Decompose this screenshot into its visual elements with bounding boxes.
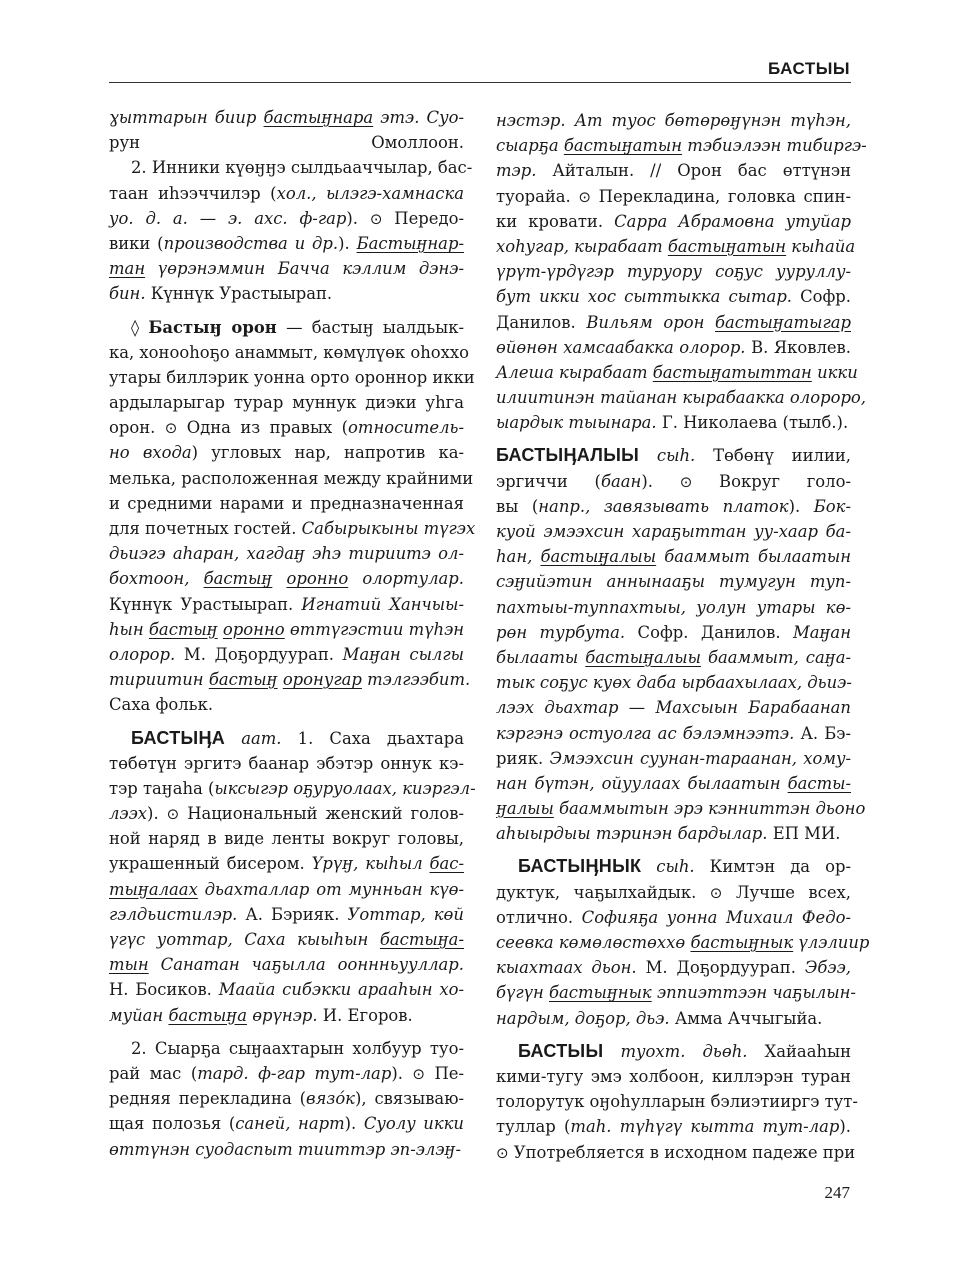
- text-run: үлэлиир: [793, 933, 870, 952]
- text-run: бастыӈнык: [690, 933, 794, 952]
- text-run: вязо́к: [305, 1089, 355, 1109]
- text-run: куой эмээхсин хараҕыттан уу-хаар ба-: [496, 522, 851, 541]
- text-run: бастыӈатыгар: [715, 312, 851, 332]
- text-run: дуктук, чаҕылхайдык.: [496, 882, 710, 902]
- text-run: Күннүк Урастыырап.: [109, 594, 302, 614]
- text-run: Н. Босиков.: [109, 980, 219, 1000]
- text-run: В. Яковлев.: [745, 337, 851, 357]
- text-run: Сабырыкыны түгэх: [301, 519, 476, 538]
- text-run: Бок-: [813, 496, 851, 516]
- text-run: үгүс уоттар, Саха кыыһын: [109, 930, 380, 949]
- translation-marker: ⊙: [369, 209, 383, 228]
- text-run: бастыӈа-: [379, 930, 464, 949]
- text-run: олортулар.: [348, 569, 464, 589]
- text-run: кэргэнэ остуолга ас бэлэмнээтэ.: [496, 723, 795, 743]
- text-line: [109, 315, 464, 340]
- text-line: [496, 410, 851, 435]
- text-run: икки: [811, 362, 858, 382]
- text-run: Төбөнү иилии,: [695, 446, 851, 466]
- text-line: [109, 516, 476, 541]
- text-line: [496, 746, 851, 771]
- headword: БАСТЫӉА: [131, 727, 226, 748]
- text-run: 2. Сыарҕа сыӈаахтарын холбуур туо-: [131, 1038, 464, 1058]
- text-run: бүгүн: [496, 983, 550, 1003]
- text-line: [109, 105, 464, 130]
- text-run: өттүнэн суодаспыт тииттэр эп-элэӈ-: [109, 1139, 461, 1159]
- paragraph-gap: [109, 718, 464, 726]
- text-run: Үрүӈ, кыһыл: [311, 854, 430, 874]
- text-line: [496, 360, 858, 385]
- text-run: тэр таӈаһа (: [109, 778, 215, 798]
- text-run: үөрэнэммин Бачча кэллим дэнэ-: [145, 259, 464, 279]
- text-run: Перекладина, головка спин-: [591, 186, 851, 206]
- text-run: муйан: [109, 1005, 169, 1025]
- text-run: Суолу икки: [363, 1114, 464, 1134]
- text-line: [109, 617, 464, 642]
- text-run: нан бүтэн, ойуулаах былаатын: [496, 773, 788, 793]
- text-line: [109, 751, 464, 776]
- text-line: [109, 1137, 464, 1162]
- text-line: [496, 980, 856, 1005]
- text-run: Г. Николаева (тылб.).: [656, 413, 849, 433]
- text-run: бут икки хос сыттыкка сытар.: [496, 287, 793, 307]
- text-run: илиитинэн тайанан кырабаакка олороро,: [496, 388, 867, 408]
- text-line: [496, 1064, 851, 1089]
- text-run: но входа: [109, 443, 192, 463]
- text-line: [109, 1111, 464, 1136]
- text-run: 2. Инники күөӈӈэ сылдьааччылар, бас-: [131, 158, 473, 178]
- text-run: ).: [839, 1117, 851, 1137]
- text-line: [109, 592, 464, 617]
- text-line: [109, 826, 464, 851]
- text-run: нардым, доҕор, дьэ.: [496, 1008, 670, 1028]
- text-line: [496, 158, 851, 183]
- text-line: [496, 259, 851, 284]
- text-run: сыарҕа: [496, 136, 564, 156]
- text-run: Алеша кырабаат: [496, 362, 653, 382]
- text-run: Данилов.: [496, 312, 587, 332]
- text-line: [109, 206, 464, 231]
- translation-marker: ⊙: [578, 187, 591, 206]
- text-line: [109, 1061, 464, 1086]
- text-run: эппиэттээн чаҕылын-: [651, 983, 856, 1003]
- text-run: тыӈалаах: [109, 879, 198, 899]
- text-run: утары биллэрик уонна орто оронноp икки: [109, 367, 475, 387]
- text-line: [496, 544, 851, 569]
- text-run: тын: [109, 955, 149, 975]
- text-line: [109, 801, 464, 826]
- text-run: бастыӈнара: [263, 108, 374, 127]
- text-line: [109, 440, 464, 465]
- text-run: вы (: [496, 496, 539, 516]
- text-run: бастыӈ: [208, 670, 278, 690]
- text-line: [496, 385, 867, 410]
- text-line: [496, 880, 851, 905]
- text-line: [109, 952, 464, 977]
- text-run: редняя перекладина (: [109, 1089, 306, 1109]
- text-run: Софр.: [792, 287, 852, 307]
- text-run: бааммыт, саӈа-: [700, 647, 851, 667]
- text-run: тард. ф-гар тут-лар: [197, 1063, 392, 1083]
- text-run: рай мас (: [109, 1063, 198, 1083]
- text-run: Бастыӈ орон: [148, 317, 277, 337]
- text-run: аат.: [225, 728, 282, 748]
- text-line: [496, 695, 851, 720]
- text-run: лээх дьахтар — Махсыын Барабаанап: [496, 698, 851, 718]
- text-run: Софияҕа уонна Михаил Федо-: [581, 907, 851, 927]
- text-run: Употребляется в исходном падеже при: [508, 1142, 856, 1162]
- text-run: Сарра Абрамовна утуйар: [614, 211, 851, 231]
- paragraph-gap: [496, 1031, 851, 1039]
- paragraph-gap: [109, 307, 464, 315]
- text-run: ка, хонооһоҕо анаммыт, көмүлүөк оһоххо: [109, 342, 470, 362]
- text-line: [496, 209, 851, 234]
- text-run: бохтоон,: [109, 569, 204, 589]
- text-run: и средними нарами и предназначенная: [109, 493, 464, 513]
- text-line: [496, 620, 851, 645]
- text-run: ной наряд в виде ленты вокруг головы,: [109, 829, 464, 849]
- text-line: [109, 231, 464, 256]
- text-line: [496, 1039, 851, 1064]
- text-run: Маайа сибэкки арааһын хо-: [218, 980, 465, 1000]
- translation-marker: ⊙: [709, 883, 723, 902]
- text-run: Вильям орон: [586, 312, 716, 332]
- text-run: саней, нарт: [235, 1114, 345, 1134]
- text-line: [109, 340, 470, 365]
- text-run: ).: [391, 1063, 413, 1083]
- text-line: [496, 1006, 851, 1031]
- text-run: ыардык тыынара.: [496, 413, 657, 433]
- text-run: мелька, расположенная между крайними: [109, 468, 474, 488]
- text-line: [496, 821, 851, 846]
- text-run: Игнатий Ханчыы-: [301, 594, 464, 614]
- paragraph-gap: [496, 435, 851, 443]
- text-line: [496, 284, 851, 309]
- text-run: бастыӈалыы: [540, 547, 657, 567]
- text-run: орон.: [109, 418, 165, 438]
- text-line: [496, 234, 856, 259]
- text-run: дьахталлар от мунньан күө-: [197, 879, 464, 899]
- text-run: Кимтэн да ор-: [694, 857, 851, 877]
- text-run: ЕП МИ.: [767, 824, 841, 844]
- text-run: вики (: [109, 233, 164, 253]
- text-run: А. Бэ-: [794, 723, 851, 743]
- text-run: ).: [338, 233, 357, 253]
- text-line: [109, 1086, 464, 1111]
- text-line: [109, 415, 464, 440]
- text-run: производства и др.: [163, 233, 339, 253]
- text-run: сыһ.: [641, 857, 695, 877]
- text-line: [496, 854, 851, 879]
- text-run: пахтыы-туппахтыы, уолун утары кө-: [496, 597, 851, 617]
- text-run: төбөтүн эргитэ баанар эбэтэр оннук кэ-: [109, 753, 464, 773]
- text-run: өйөнөн хамсаабакка олорор.: [496, 337, 746, 357]
- running-head: БАСТЫЫ: [768, 59, 850, 78]
- text-run: басты-: [787, 773, 851, 793]
- text-run: рияк.: [496, 748, 550, 768]
- text-line: [496, 335, 851, 360]
- text-line: [496, 1114, 851, 1139]
- text-run: М. Доҕордуурап.: [175, 644, 343, 664]
- text-run: сеевка көмөлөстөххө: [496, 933, 691, 952]
- text-run: Уоттар, көй: [347, 904, 464, 924]
- text-run: щая полозья (: [109, 1114, 236, 1134]
- text-line: [109, 977, 464, 1002]
- paragraph-gap: [109, 1028, 464, 1036]
- text-run: тэбиэлээн тибиргэ-: [682, 136, 867, 156]
- text-run: һан,: [496, 547, 541, 567]
- text-run: хол., ылэгэ-хамнаска: [276, 183, 465, 203]
- text-run: былааты: [496, 647, 586, 667]
- text-run: бин.: [109, 284, 146, 304]
- text-run: Лучше всех,: [722, 882, 851, 902]
- text-line: [109, 1003, 464, 1028]
- text-run: бастыӈ: [203, 569, 273, 589]
- headword: БАСТЫЫ: [518, 1040, 604, 1061]
- text-run: ардыларыгар турар муннук диэки уһга: [109, 393, 464, 413]
- text-run: Вокруг голо-: [692, 471, 851, 491]
- translation-marker: ⊙: [679, 472, 693, 491]
- text-run: нэстэр. Ат туос бөтөрөӈүнэн түһэн,: [496, 111, 851, 130]
- text-run: отлично.: [496, 907, 582, 927]
- text-run: һын: [109, 619, 149, 639]
- text-run: сыһ.: [639, 446, 696, 466]
- text-run: толорутук оӈоһулларын бэлиэтииргэ тут-: [496, 1092, 858, 1112]
- text-run: ).: [346, 208, 370, 228]
- text-line: [109, 541, 464, 566]
- text-line: [496, 133, 867, 158]
- text-line: [109, 466, 474, 491]
- text-run: Саха фольк.: [109, 695, 214, 715]
- text-run: ), связываю-: [354, 1089, 464, 1109]
- text-run: бастыӈатын: [667, 236, 787, 256]
- text-run: бастыӈ: [148, 619, 218, 639]
- text-run: бастыӈатыттан: [652, 362, 812, 382]
- text-line: [109, 390, 464, 415]
- text-run: Эбээ,: [804, 958, 851, 978]
- text-run: ɣыттарын биир: [109, 108, 264, 127]
- text-run: Бастыӈнар-: [356, 233, 464, 253]
- text-line: [496, 310, 851, 335]
- text-run: для почетных гостей.: [109, 519, 302, 538]
- text-line: [496, 443, 851, 468]
- text-run: хоһугар, кырабаат: [496, 236, 668, 256]
- text-run: бастыӈа: [168, 1005, 247, 1025]
- text-run: Эмээхсин суунан-тараанан, хому-: [549, 748, 851, 768]
- text-run: Национальный женский голов-: [179, 804, 464, 824]
- text-line: [109, 281, 464, 306]
- text-line: [496, 595, 851, 620]
- text-run: бастыӈнык: [549, 983, 652, 1003]
- text-run: Айталын. // Орон бас өттүнэн: [536, 161, 851, 181]
- text-line: [496, 519, 851, 544]
- text-line: [496, 955, 851, 980]
- text-line: [109, 566, 464, 591]
- text-run: Күннүк Урастыырап.: [145, 284, 333, 304]
- translation-marker: ⊙: [166, 805, 180, 824]
- translation-marker: ⊙: [496, 1143, 509, 1162]
- text-run: Софр. Данилов.: [625, 622, 793, 642]
- text-run: уо. д. а. — э. ахс. ф-гар: [109, 208, 347, 228]
- text-run: относитель-: [348, 418, 464, 438]
- text-run: тык соҕус куөх даба ырбаахылаах, дьиэ-: [496, 673, 852, 693]
- text-line: [109, 902, 464, 927]
- text-run: кими-тугу эмэ холбоон, киллэрэн туран: [496, 1066, 851, 1086]
- text-run: ыксыгэр оҕуруолаах, киэргэл-: [214, 778, 476, 798]
- text-run: таһ. түһүгү кытта тут-лар: [570, 1117, 840, 1137]
- text-run: ).: [147, 804, 167, 824]
- text-run: кыахтаах дьон.: [496, 958, 637, 978]
- translation-marker: ⊙: [412, 1064, 425, 1083]
- text-run: Хайааһын: [747, 1041, 851, 1061]
- text-run: оронугар: [282, 670, 362, 690]
- text-line: [496, 108, 851, 133]
- text-run: ◊: [131, 317, 149, 337]
- headword: БАСТЫӉАЛЫЫ: [496, 445, 640, 466]
- text-run: сэӈийэтин аннынааҕы тумугун туп-: [496, 572, 851, 592]
- text-run: М. Доҕордуурап.: [636, 958, 805, 978]
- text-line: [109, 667, 471, 692]
- text-line: [496, 930, 870, 955]
- translation-marker: ⊙: [164, 419, 178, 438]
- text-line: [496, 1140, 856, 1165]
- text-line: [496, 469, 851, 494]
- text-run: кыһайа: [786, 236, 856, 256]
- text-run: туорайа.: [496, 186, 579, 206]
- text-run: бааммыт былаатын: [656, 547, 852, 567]
- text-line: [496, 905, 851, 930]
- text-run: ).: [788, 496, 814, 516]
- text-run: гэлдьистилэр.: [109, 904, 238, 924]
- text-run: ки кровати.: [496, 211, 615, 231]
- text-run: туохт. дьөһ.: [603, 1041, 748, 1061]
- text-run: туллар (: [496, 1117, 571, 1137]
- headword: БАСТЫӉНЫК: [518, 856, 642, 877]
- text-run: напр., завязывать платок: [538, 496, 789, 516]
- text-run: тан: [109, 259, 146, 279]
- text-line: [109, 256, 464, 281]
- text-run: ӈалыы: [496, 799, 554, 819]
- text-run: бастыӈалыы: [585, 647, 701, 667]
- paragraph-gap: [496, 846, 851, 854]
- text-run: [272, 569, 286, 588]
- page-number: 247: [824, 1183, 850, 1202]
- text-line: [496, 670, 851, 695]
- text-run: таан иһээччилэр (: [109, 183, 277, 203]
- text-run: Маӈан сылгы: [342, 644, 464, 664]
- text-run: украшенный бисером.: [109, 854, 312, 874]
- text-line: [496, 796, 866, 821]
- text-line: [109, 927, 464, 952]
- text-run: Амма Аччыгыйа.: [669, 1008, 823, 1028]
- text-run: тэр.: [496, 161, 537, 181]
- text-run: ).: [344, 1114, 364, 1134]
- header-rule: [109, 82, 851, 83]
- text-run: И. Егоров.: [317, 1005, 413, 1025]
- text-run: ).: [641, 471, 680, 491]
- text-run: баан: [600, 471, 642, 491]
- text-run: тириитин: [109, 670, 209, 690]
- text-run: Передо-: [382, 208, 464, 228]
- text-run: эргиччи (: [496, 471, 601, 491]
- text-run: оронно: [222, 619, 285, 639]
- text-run: Санатан чаҕылла ооннньууллар.: [148, 955, 464, 975]
- text-line: [109, 692, 464, 717]
- text-run: ) угловых нар, напротив ка-: [191, 443, 465, 463]
- text-line: [496, 569, 851, 594]
- text-line: [496, 494, 851, 519]
- text-run: үрүт-үрдүгэр туруору соҕус ууруллу-: [496, 262, 851, 282]
- text-line: [109, 642, 464, 667]
- text-line: [109, 491, 464, 516]
- text-run: өттүгэстии түһэн: [284, 619, 465, 639]
- text-line: [109, 365, 475, 390]
- text-line: [109, 181, 464, 206]
- text-run: рөн турбута.: [496, 622, 626, 642]
- text-run: тэлгээбит.: [361, 670, 471, 690]
- right-column: [496, 108, 870, 1165]
- text-run: олорор.: [109, 644, 176, 664]
- text-line: [496, 184, 851, 209]
- text-run: А. Бэрияк.: [237, 904, 348, 924]
- text-run: этэ. Суо-: [373, 108, 464, 127]
- text-run: рун Омоллоон.: [109, 133, 464, 153]
- text-run: бааммытын эрэ кэнниттэн дьоно: [553, 799, 866, 819]
- text-line: [109, 726, 464, 751]
- left-column: [109, 105, 476, 1162]
- text-line: [109, 155, 473, 180]
- text-line: [109, 851, 464, 876]
- text-run: аһыырдыы тэринэн бардылар.: [496, 824, 768, 844]
- text-line: [496, 771, 851, 796]
- text-run: бастыӈатын: [563, 136, 683, 156]
- text-line: [109, 1036, 464, 1061]
- text-line: [109, 130, 464, 155]
- text-run: Одна из правых (: [177, 418, 349, 438]
- text-line: [496, 645, 851, 670]
- text-run: бас-: [429, 854, 464, 874]
- text-run: Маӈан: [792, 622, 851, 642]
- text-run: оронно: [286, 569, 349, 589]
- text-line: [109, 776, 476, 801]
- text-line: [496, 1089, 858, 1114]
- text-run: лээх: [109, 804, 148, 824]
- text-line: [496, 721, 851, 746]
- text-run: 1. Саха дьахтара: [281, 728, 465, 748]
- text-line: [109, 877, 464, 902]
- text-run: Пе-: [424, 1063, 464, 1083]
- text-run: — бастыӈ ыалдьык-: [276, 317, 465, 337]
- text-run: дьиэгэ аһаран, хагдаӈ эһэ тириитэ ол-: [109, 544, 464, 564]
- text-run: өрүнэр.: [246, 1005, 318, 1025]
